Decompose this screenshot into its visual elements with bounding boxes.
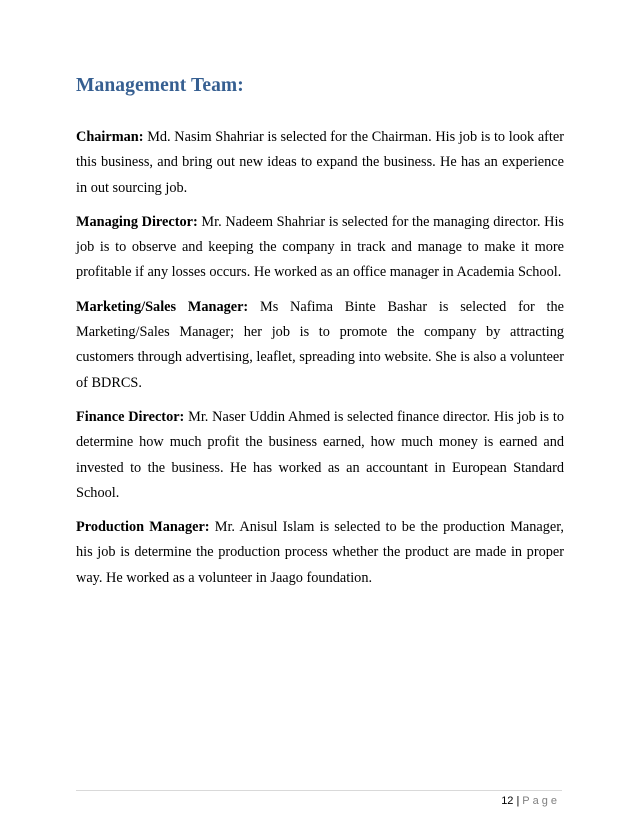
paragraph-chairman xyxy=(76,125,564,201)
footer-separator: | xyxy=(516,795,520,807)
paragraph-finance-director xyxy=(76,405,564,506)
role-label-marketing-sales-manager: Marketing/Sales Manager: xyxy=(76,298,249,315)
role-label-managing-director: Managing Director: xyxy=(76,213,198,230)
role-label-finance-director: Finance Director: xyxy=(76,408,185,425)
section-heading: Management Team: xyxy=(76,75,244,96)
page-number: 12 xyxy=(501,795,514,807)
page-label: Page xyxy=(522,795,560,807)
management-team-content xyxy=(76,125,564,600)
role-label-chairman: Chairman: xyxy=(76,129,144,145)
description-managing-director: Mr. Nadeem Shahriar is selected for the managing director. His job is to observe and keeping the company in track and manage to make it more profitable if any losses occurs. He worked as an office manager in Academia School. xyxy=(76,213,564,281)
description-production-manager: Mr. Anisul Islam is selected to be the production Manager, his job is determine the production process whether the product are made in proper way. He worked as a volunteer in Jaago foundation. xyxy=(76,519,565,586)
role-label-production-manager: Production Manager: xyxy=(76,519,210,536)
paragraph-managing-director xyxy=(76,210,564,286)
footer-divider xyxy=(76,790,562,791)
description-finance-director: Mr. Naser Uddin Ahmed is selected finance director. His job is to determine how much profit the business earned, how much money is earned and invested to the business. He has worked as an accountant in European Standard School. xyxy=(76,408,564,501)
paragraph-production-manager xyxy=(76,515,564,591)
paragraph-marketing-sales-manager xyxy=(76,295,564,396)
page-footer xyxy=(501,795,560,807)
description-chairman: Md. Nasim Shahriar is selected for the Chairman. His job is to look after this business, and bring out new ideas to expand the business. He has an experience in out sourcing job. xyxy=(76,129,565,196)
description-marketing-sales-manager: Ms Nafima Binte Bashar is selected for the Marketing/Sales Manager; her job is to promote the company by attracting customers through advertising, leaflet, spreading into website. She is also a volunteer of BDRCS. xyxy=(76,298,564,391)
